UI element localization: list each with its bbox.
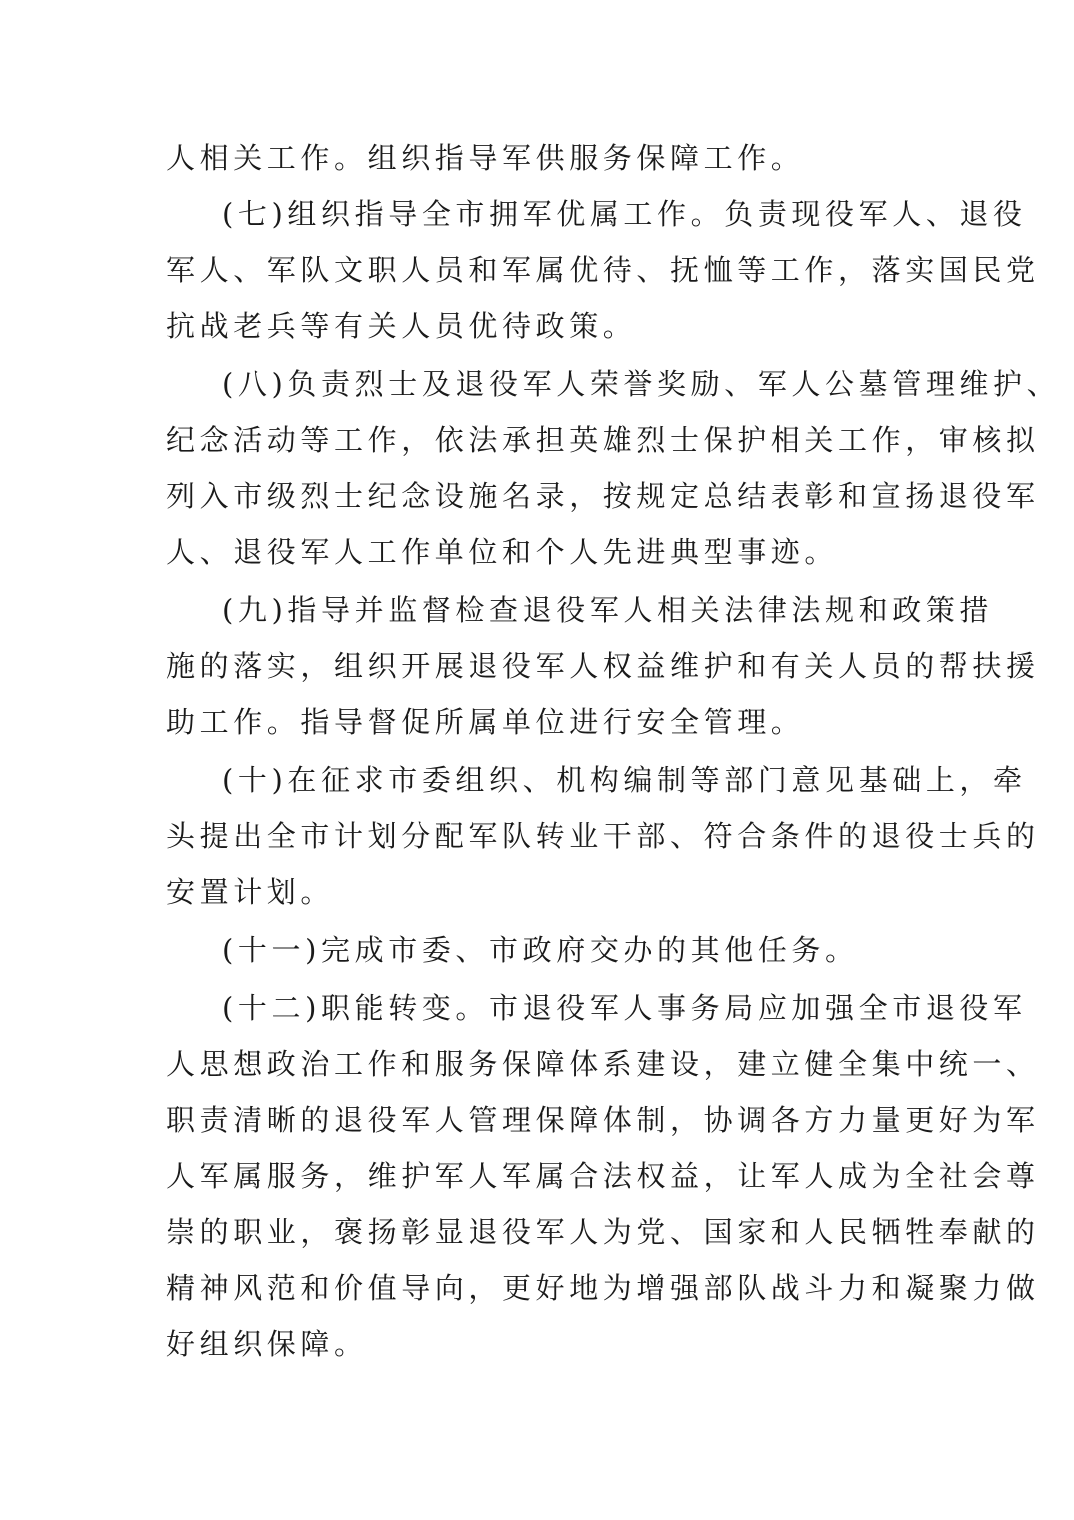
text-line: 好组织保障。 bbox=[166, 1327, 368, 1361]
text-line: 军人、军队文职人员和军属优待、抚恤等工作，落实国民党 bbox=[166, 253, 1040, 287]
text-line: (九)指导并监督检查退役军人相关法律法规和政策措 bbox=[222, 593, 994, 627]
text-line: 安置计划。 bbox=[166, 875, 335, 909]
text-line: 抗战老兵等有关人员优待政策。 bbox=[166, 309, 637, 343]
text-line: 列入市级烈士纪念设施名录，按规定总结表彰和宣扬退役军 bbox=[166, 479, 1040, 513]
text-line: (七)组织指导全市拥军优属工作。负责现役军人、退役 bbox=[222, 197, 1027, 231]
text-line: 纪念活动等工作，依法承担英雄烈士保护相关工作，审核拟 bbox=[166, 423, 1040, 457]
text-line: (八)负责烈士及退役军人荣誉奖励、军人公墓管理维护、 bbox=[222, 367, 1061, 401]
text-line: 头提出全市计划分配军队转业干部、符合条件的退役士兵的 bbox=[166, 819, 1040, 853]
text-line: 精神风范和价值导向，更好地为增强部队战斗力和凝聚力做 bbox=[166, 1271, 1040, 1305]
text-line: 施的落实，组织开展退役军人权益维护和有关人员的帮扶援 bbox=[166, 649, 1040, 683]
text-line: 人军属服务，维护军人军属合法权益，让军人成为全社会尊 bbox=[166, 1159, 1040, 1193]
text-line: (十一)完成市委、市政府交办的其他任务。 bbox=[222, 933, 859, 967]
text-line: 人思想政治工作和服务保障体系建设，建立健全集中统一、 bbox=[166, 1047, 1040, 1081]
text-line: (十)在征求市委组织、机构编制等部门意见基础上，牵 bbox=[222, 763, 1027, 797]
text-line: 崇的职业，褒扬彰显退役军人为党、国家和人民牺牲奉献的 bbox=[166, 1215, 1040, 1249]
text-line: 人相关工作。组织指导军供服务保障工作。 bbox=[166, 141, 805, 175]
text-line: 人、退役军人工作单位和个人先进典型事迹。 bbox=[166, 535, 839, 569]
text-line: 职责清晰的退役军人管理保障体制，协调各方力量更好为军 bbox=[166, 1103, 1040, 1137]
text-line: (十二)职能转变。市退役军人事务局应加强全市退役军 bbox=[222, 991, 1027, 1025]
text-line: 助工作。指导督促所属单位进行安全管理。 bbox=[166, 705, 805, 739]
